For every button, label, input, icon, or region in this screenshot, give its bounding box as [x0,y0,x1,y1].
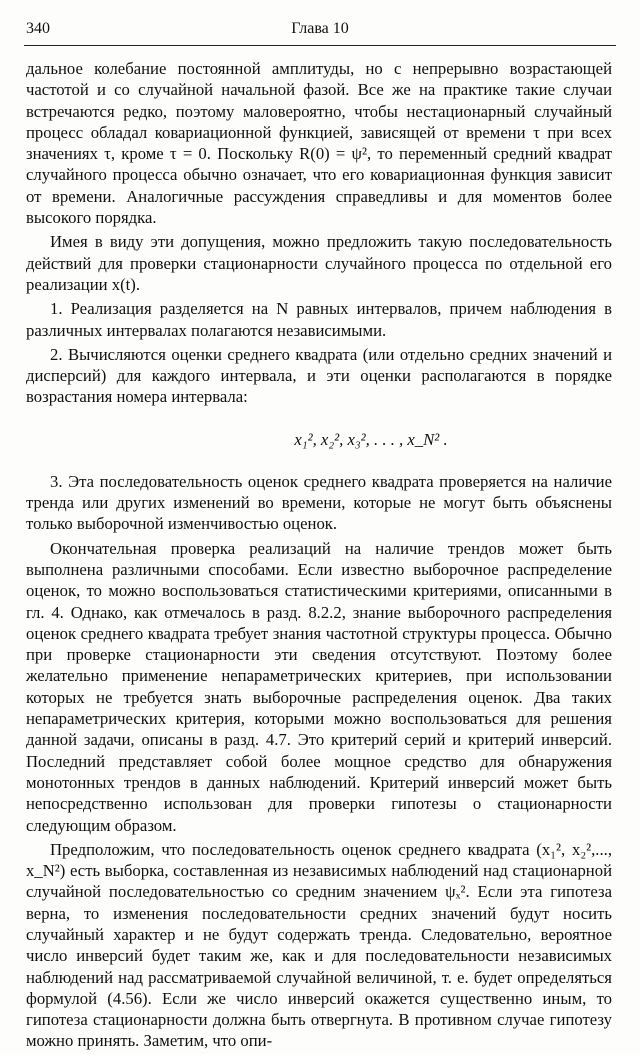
paragraph-6: Окончательная проверка реализаций на наличие трендов может быть выполнена различными способами. Если известно выборочное распределение оценок, то можно воспользоваться статистическими критериями, описанными в гл. 4. Однако, как отмечалось в разд. 8.2.2, знание выборочного распределения оценок среднего квадрата требует знания частотной структуры процесса. Обычно при проверке стационарности эти сведения отсутствуют. Поэтому более желательно применение непараметрических критериев, при использовании которых не требуется знать выборочные распределения оценок. Два таких непараметрических критерия, которыми можно воспользоваться для решения данной задачи, описаны в разд. 4.7. Это критерий серий и критерий инверсий. Последний представляет собой более мощное средство для обнаружения монотонных трендов в данных наблюдений. Критерий инверсий может быть непосредственно использован для проверки гипотезы о стационарности следующим образом. [26,538,612,835]
paragraph-4: 2. Вычисляются оценки среднего квадрата (или отдельно средних значений и дисперсий) для каждого интервала, и эти оценки располагаются в порядке возрастания номера интервала: [26,344,612,407]
chapter-title: Глава 10 [291,20,349,37]
paragraph-3: 1. Реализация разделяется на N равных интервалов, причем наблюдения в различных интервалах полагаются независимыми. [26,299,612,340]
running-head [24,20,616,42]
page-number: 340 [26,20,50,37]
header-rule [24,45,616,46]
formula-text: x₁², x₂², x₃², . . . , x_N² . [294,429,448,449]
page-body [26,58,612,1055]
paragraph-7: Предположим, что последовательность оценок среднего квадрата (x₁², x₂²,..., x_N²) есть выборка, составленная из независимых наблюдений над стационарной случайной последовательностью со средним значением ψₓ². Если эта гипотеза верна, то изменения последовательности средних значений будут носить случайный характер и не будут содержать тренда. Следовательно, вероятное число инверсий будет таким же, как и для последовательности независимых наблюдений над рассматриваемой случайной величиной, т. е. будет определяться формулой (4.56). Если же число инверсий окажется существенно иным, то гипотеза стационарности должна быть отвергнута. В противном случае гипотезу можно принять. Заметим, что опи- [26,839,612,1051]
paragraph-2: Имея в виду эти допущения, можно предложить такую последовательность действий для проверки стационарности случайного процесса по отдельной его реализации x(t). [26,232,612,294]
formula-sequence [26,420,612,460]
paragraph-1: дальное колебание постоянной амплитуды, но с непрерывно возрастающей частотой и со случайной начальной фазой. Все же на практике такие случаи встречаются редко, поэтому маловероятно, чтобы нестационарный случайный процесс обладал ковариационной функцией, зависящей от времени τ при всех значениях τ, кроме τ = 0. Поскольку R(0) = ψ², то переменный средний квадрат случайного процесса обычно означает, что его ковариационная функция зависит от времени. Аналогичные рассуждения справедливы и для моментов более высокого порядка. [26,59,612,228]
paragraph-5: 3. Эта последовательность оценок среднего квадрата проверяется на наличие тренда или других изменений во времени, которые не могут быть объяснены только выборочной изменчивостью оценок. [26,471,612,534]
